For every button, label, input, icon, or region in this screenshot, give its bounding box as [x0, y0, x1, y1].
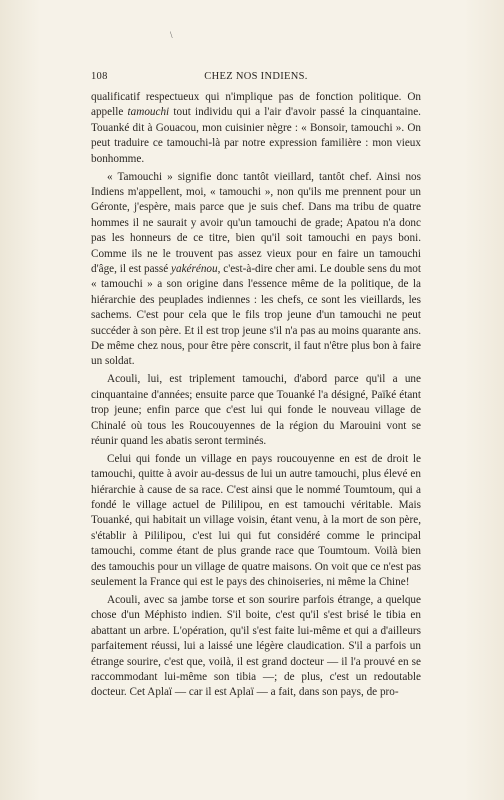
- text-run: Acouli, avec sa jambe torse et son sourire parfois étrange, a quelque chose d'un Méphisto indien. S'il boite, c'est qu'il s'est brisé le tibia en abattant un arbre. L'opération, qu'il s'est faite lui-même et qui a d'ailleurs parfaitement réussi, lui a laissé une légère claudication. S'il a parfois un étrange sourire, c'est que, voilà, il est grand docteur — il l'a prouvé en se raccommodant lui-même son tibia —; de plus, c'est un redoutable docteur. Cet Aplaï — car il est Aplaï — a fait, dans son pays, de pro-: [91, 594, 421, 699]
- running-header: [91, 71, 421, 85]
- page-body-text: [91, 90, 421, 703]
- text-run: Acouli, lui, est triplement tamouchi, d'abord parce qu'il a une cinquantaine d'années; ensuite parce que Touanké l'a désigné, Païké étant trop jeune; enfin parce que c'est lui qui fonde le nouveau village de Chinalé où tous les Roucouyennes de la région du Marouini vont se réunir quand les abatis seront terminés.: [91, 373, 421, 447]
- text-run: Celui qui fonde un village en pays roucouyenne en est de droit le tamouchi, quitte à avoir au-dessus de lui un autre tamouchi, plus élevé en hiérarchie à cause de sa race. C'est ainsi que le nommé Toumtoum, qui a fondé le village actuel de Pililipou, en est tamouchi véritable. Mais Touanké, qui habitait un village voisin, étant venu, à la mort de son père, s'établir à Pililipou, c'est lui qui fut considéré comme le principal tamouchi, comme étant de plus grande race que Toumtoum. Voilà bien des tamouchis pour un village de quatre maisons. On voit que ce n'est pas seulement la France qui est le pays des chinoiseries, ni même la Chine!: [91, 452, 421, 589]
- paragraph: [91, 593, 421, 701]
- paragraph: [91, 452, 421, 591]
- paragraph: [91, 170, 421, 370]
- paragraph: [91, 90, 421, 167]
- running-title: CHEZ NOS INDIENS.: [204, 71, 308, 82]
- text-run: qualificatif respectueux qui n'implique pas de fonction politique. On appelle: [91, 91, 421, 119]
- text-run: « Tamouchi » signifie donc tantôt vieillard, tantôt chef. Ainsi nos Indiens m'appellent, moi, « tamouchi », non qu'ils me prennent pour un Géronte, j'espère, mais parce que je suis chef. Dans ma tribu de quatre hommes il ne saurait y avoir qu'un tamouchi de grade; Apatou n'a donc pas les honneurs de ce titre, bien qu'il soit tamouchi en pays boni. Comme ils ne le trouvent pas assez vieux pour en faire un tamouchi d'âge, il est passé: [91, 170, 421, 275]
- text-run: tout individu qui a l'air d'avoir passé la cinquantaine. Touanké dit à Gouacou, mon cuisinier nègre : « Bonsoir, tamouchi ». On peut traduire ce tamouchi-là par notre expression familière : mon vieux bonhomme.: [91, 106, 421, 165]
- margin-mark: \: [170, 30, 173, 40]
- text-run: , c'est-à-dire cher ami. Le double sens du mot « tamouchi » a son origine dans l'essence même de la politique, de la hiérarchie des peuplades indiennes : les chefs, ce sont les vieillards, les sachems. C'est pour cela que le fils trop jeune d'un tamouchi ne peut succéder à son père. Et il est trop jeune s'il n'a pas au moins quarante ans. De même chez nous, pour être père conscrit, il faut n'être plus bon à faire un soldat.: [91, 262, 421, 368]
- paragraph: [91, 372, 421, 449]
- italic-term: yakérénou: [171, 262, 218, 275]
- italic-term: tamouchi: [127, 106, 170, 119]
- page-number: 108: [91, 71, 108, 82]
